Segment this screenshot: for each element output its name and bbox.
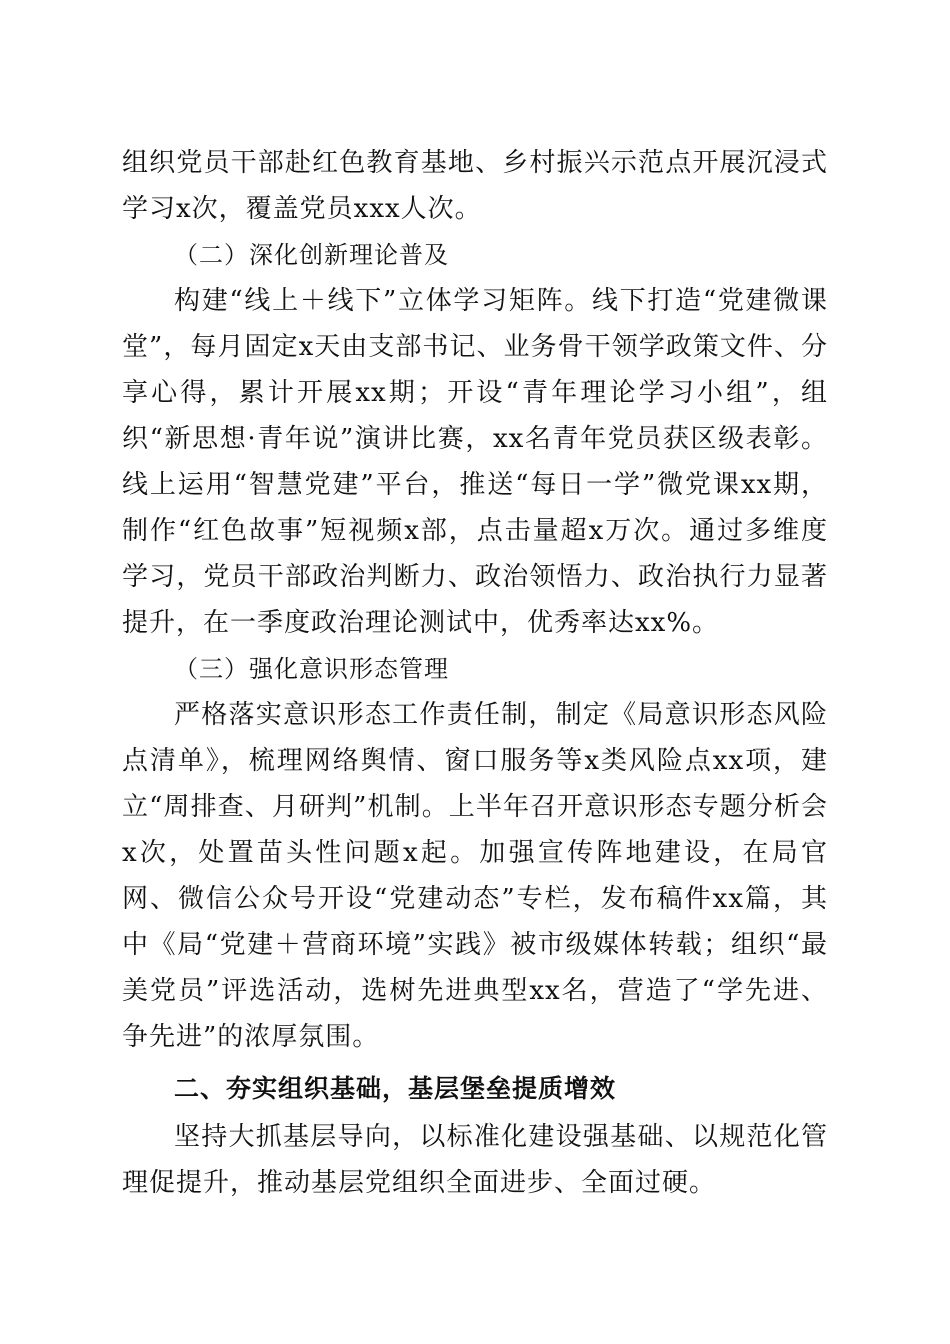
section-3-title: （三）强化意识形态管理	[174, 655, 449, 683]
section-2-body: 构建“线上＋线下”立体学习矩阵。线下打造“党建微课堂”，每月固定x天由支部书记、业务骨干领学政策文件、分享心得，累计开展xx期；开设“青年理论学习小组”，组织“新思想·青年说”演讲比赛，xx名青年党员获区级表彰。线上运用“智慧党建”平台，推送“每日一学”微党课xx期，制作“红色故事”短视频x部，点击量超x万次。通过多维度学习，党员干部政治判断力、政治领悟力、政治执行力显著提升，在一季度政治理论测试中，优秀率达xx%。	[122, 286, 828, 638]
part-2-body: 坚持大抓基层导向，以标准化建设强基础、以规范化管理促提升，推动基层党组织全面进步、全面过硬。	[122, 1122, 828, 1198]
section-2-title: （二）深化创新理论普及	[174, 241, 449, 269]
document-body	[122, 140, 828, 1206]
part-2-heading: 二、夯实组织基础，基层堡垒提质增效	[174, 1074, 617, 1103]
intro-paragraph-tail: 组织党员干部赴红色教育基地、乡村振兴示范点开展沉浸式学习x次，覆盖党员xxx人次。	[122, 148, 828, 224]
section-3-body: 严格落实意识形态工作责任制，制定《局意识形态风险点清单》，梳理网络舆情、窗口服务等x类风险点xx项，建立“周排查、月研判”机制。上半年召开意识形态专题分析会x次，处置苗头性问题x起。加强宣传阵地建设，在局官网、微信公众号开设“党建动态”专栏，发布稿件xx篇，其中《局“党建＋营商环境”实践》被市级媒体转载；组织“最美党员”评选活动，选树先进典型xx名，营造了“学先进、争先进”的浓厚氛围。	[122, 700, 828, 1052]
